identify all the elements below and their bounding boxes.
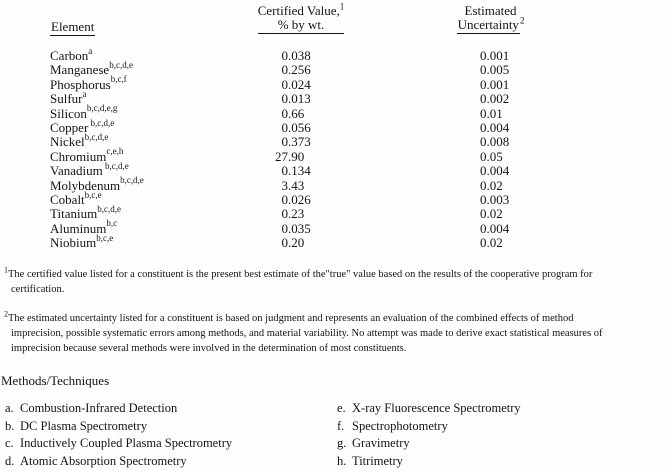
method-label: Titrimetry (352, 453, 403, 468)
element-name: Silicon$^{b,c,d,e,g}$ (50, 103, 118, 121)
column-header-uncertainty (428, 4, 553, 32)
footnote-2-marker: 2 (4, 309, 8, 319)
uncertainty-value: 0.02 (480, 177, 503, 193)
uncertainty-value: 0.003 (480, 191, 510, 207)
method-superscript: b,c,e (96, 232, 114, 243)
table-row (0, 232, 671, 251)
element-name: Vanadium $^{b,c,d,e}$ (50, 160, 129, 179)
method-superscript: b,c,f (110, 74, 127, 85)
footnote-1-marker: 1 (4, 265, 8, 275)
method-item (337, 435, 521, 453)
element-name: Phosphorus$^{b,c,f}$ (50, 74, 127, 92)
element-name: Chromium$^{c,e,h}$ (50, 146, 124, 164)
footnote-ref-2: 2 (519, 15, 525, 26)
method-item (337, 418, 521, 436)
method-item (5, 418, 232, 436)
uncertainty-value: 0.01 (480, 105, 503, 121)
method-label: Spectrophotometry (352, 418, 448, 433)
method-superscript: b,c,d,e (109, 60, 133, 71)
uncertainty-value: 0.005 (480, 62, 510, 78)
footnote-2-line-1: The estimated uncertainty listed for a constituent is based on judgment and represents an evaluation of the combined effects of method (8, 313, 574, 324)
certified-value: 0.23 (281, 206, 305, 222)
footnote-ref-1: 1 (339, 1, 345, 12)
certified-value-header-label: Certified Value, (257, 3, 340, 18)
certified-value: 0.66 (281, 105, 305, 121)
element-name: Cobalt$^{b,c,e}$ (50, 189, 102, 207)
certified-value: 0.024 (281, 76, 311, 92)
certified-value: 0.013 (281, 91, 311, 107)
method-item (5, 435, 232, 453)
method-letter: c. (5, 436, 14, 451)
uncertainty-value: 0.004 (480, 119, 510, 135)
method-label: Gravimetry (352, 436, 410, 451)
footnote-1-line-1: The certified value listed for a constituent is the present best estimate of the"true" value based on the results of the cooperative program for (8, 269, 593, 280)
element-name: Manganese$^{b,c,d,e}$ (50, 60, 133, 78)
element-header-label: Element (51, 19, 95, 34)
table-row (0, 132, 671, 150)
method-superscript: b,c,d,e (102, 160, 129, 171)
method-label: Inductively Coupled Plasma Spectrometry (20, 436, 233, 451)
method-item (5, 453, 232, 471)
certified-value: 0.256 (281, 62, 311, 78)
element-name: Niobium$^{b,c,e}$ (50, 232, 114, 251)
certified-value: 0.056 (281, 119, 311, 135)
method-superscript: b,c,d,e (88, 117, 115, 128)
element-name: Titanium$^{b,c,d,e}$ (50, 203, 121, 222)
method-superscript: b,c,e (84, 189, 102, 200)
element-name: Aluminum$^{b,c}$ (50, 218, 118, 236)
uncertainty-value: 0.02 (480, 235, 503, 251)
method-letter: f. (337, 418, 345, 433)
certified-value: 0.134 (281, 163, 311, 179)
footnote-2 (4, 311, 664, 356)
element-name: Copper $^{b,c,d,e}$ (50, 117, 115, 135)
method-letter: h. (337, 453, 347, 468)
uncertainty-label: Uncertainty (457, 17, 519, 32)
element-name: Molybdenum$^{b,c,d,e}$ (50, 175, 144, 193)
certified-value: 3.43 (281, 177, 305, 193)
element-name: Sulfur$^a$ (50, 88, 87, 107)
certified-value: 0.373 (281, 134, 311, 150)
method-superscript: b,c,d,e (84, 132, 109, 143)
footnote-2-line-2: imprecision, possible systematic errors among methods, and material variability. No attempt was made to derive exact statistical measures of (11, 328, 603, 339)
certified-value: 0.035 (281, 220, 311, 236)
methods-heading: Methods/Techniques (1, 373, 110, 388)
method-item (5, 400, 232, 418)
footnote-1 (4, 267, 664, 297)
estimated-label: Estimated (464, 3, 517, 18)
methods-list-right (337, 400, 521, 470)
certified-value: 0.20 (281, 235, 305, 251)
uncertainty-value: 0.004 (480, 220, 510, 236)
method-letter: d. (5, 453, 15, 468)
table-row (0, 203, 671, 222)
percent-by-weight-label: % by wt. (258, 18, 344, 34)
uncertainty-value: 0.001 (480, 48, 510, 63)
method-superscript: a (82, 88, 87, 99)
uncertainty-value: 0.02 (480, 206, 503, 222)
method-letter: e. (337, 401, 346, 415)
certified-values-table (0, 45, 671, 251)
method-superscript: b,c (106, 218, 118, 229)
uncertainty-value: 0.008 (480, 134, 510, 150)
footnote-2-line-3: imprecision because several methods were involved in the determination of most constituents. (11, 343, 407, 354)
table-row (0, 60, 671, 78)
method-letter: a. (5, 401, 14, 415)
method-item (337, 453, 521, 471)
column-header-element (50, 19, 95, 35)
method-superscript: a (88, 45, 93, 56)
methods-list-left (5, 400, 232, 470)
method-label: X-ray Fluorescence Spectrometry (352, 401, 521, 415)
element-name: Carbon$^a$ (50, 45, 93, 63)
table-row (0, 160, 671, 179)
table-row (0, 146, 671, 164)
footnote-1-line-2: certification. (11, 284, 65, 295)
certified-value: 0.038 (281, 48, 311, 63)
method-letter: g. (337, 436, 347, 451)
method-label: Combustion-Infrared Detection (20, 401, 178, 415)
method-label: DC Plasma Spectrometry (20, 418, 148, 433)
method-item (337, 400, 521, 418)
uncertainty-value: 0.05 (480, 148, 503, 164)
method-superscript: b,c,d,e,g (86, 103, 118, 114)
method-superscript: b,c,d,e (120, 175, 144, 186)
method-superscript: b,c,d,e (97, 203, 121, 214)
uncertainty-value: 0.001 (480, 76, 510, 92)
element-name: Nickel$^{b,c,d,e}$ (50, 132, 109, 150)
table-row (0, 45, 671, 63)
column-header-certified-value (235, 1, 367, 34)
certified-value: 0.026 (281, 191, 311, 207)
method-label: Atomic Absorption Spectrometry (20, 453, 187, 468)
uncertainty-value: 0.004 (480, 163, 510, 179)
method-letter: b. (5, 418, 15, 433)
certified-value: 27.90 (275, 148, 305, 164)
method-superscript: c,e,h (106, 146, 124, 157)
table-row (0, 74, 671, 92)
uncertainty-value: 0.002 (480, 91, 510, 107)
